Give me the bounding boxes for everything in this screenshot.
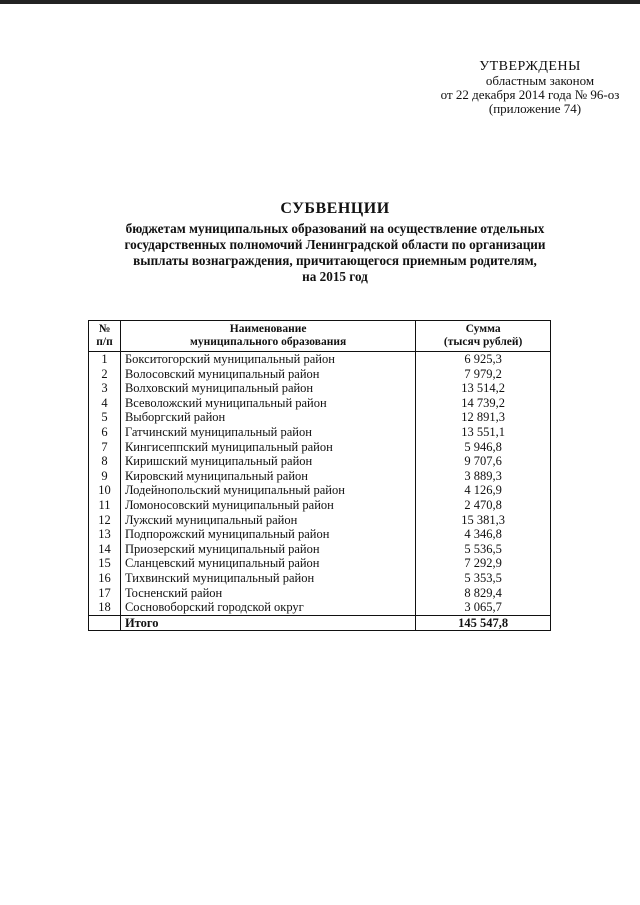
row-name: Тосненский район bbox=[120, 586, 415, 601]
row-sum: 13 514,2 bbox=[416, 381, 551, 396]
row-sum: 13 551,1 bbox=[416, 425, 551, 440]
subventions-table bbox=[88, 320, 551, 631]
header-sum-line1: Сумма bbox=[465, 323, 501, 335]
total-sum: 145 547,8 bbox=[416, 615, 551, 631]
row-number: 3 bbox=[89, 381, 121, 396]
total-label: Итого bbox=[120, 615, 415, 631]
row-sum: 8 829,4 bbox=[416, 586, 551, 601]
row-name: Ломоносовский муниципальный район bbox=[120, 498, 415, 513]
table-row bbox=[89, 425, 551, 440]
row-sum: 5 536,5 bbox=[416, 542, 551, 557]
table-row bbox=[89, 454, 551, 469]
row-number: 17 bbox=[89, 586, 121, 601]
header-sum-line2: (тысяч рублей) bbox=[443, 336, 523, 348]
header-number-line2: п/п bbox=[96, 336, 113, 348]
heading-line-2: государственных полномочий Ленинградской области по организации bbox=[124, 237, 546, 252]
row-sum: 5 353,5 bbox=[416, 571, 551, 586]
table-row bbox=[89, 410, 551, 425]
header-sum bbox=[416, 321, 551, 352]
table-row bbox=[89, 556, 551, 571]
row-name: Лодейнопольский муниципальный район bbox=[120, 483, 415, 498]
table-row bbox=[89, 367, 551, 382]
row-number: 10 bbox=[89, 483, 121, 498]
row-number: 13 bbox=[89, 527, 121, 542]
row-name: Всеволожский муниципальный район bbox=[120, 396, 415, 411]
page-top-edge bbox=[0, 0, 640, 4]
row-name: Волховский муниципальный район bbox=[120, 381, 415, 396]
row-number: 18 bbox=[89, 600, 121, 615]
row-name: Сланцевский муниципальный район bbox=[120, 556, 415, 571]
approval-title: УТВЕРЖДЕНЫ bbox=[479, 59, 581, 74]
row-sum: 12 891,3 bbox=[416, 410, 551, 425]
row-sum: 4 346,8 bbox=[416, 527, 551, 542]
row-sum: 7 979,2 bbox=[416, 367, 551, 382]
row-sum: 14 739,2 bbox=[416, 396, 551, 411]
approval-date: от 22 декабря 2014 года № 96-оз bbox=[440, 87, 620, 102]
row-sum: 4 126,9 bbox=[416, 483, 551, 498]
row-sum: 7 292,9 bbox=[416, 556, 551, 571]
table-row bbox=[89, 469, 551, 484]
row-number: 9 bbox=[89, 469, 121, 484]
row-sum: 3 889,3 bbox=[416, 469, 551, 484]
table-row bbox=[89, 571, 551, 586]
table-row bbox=[89, 586, 551, 601]
row-name: Лужский муниципальный район bbox=[120, 513, 415, 528]
table-row bbox=[89, 498, 551, 513]
header-name-line1: Наименование bbox=[229, 323, 307, 335]
heading-line-3: выплаты вознаграждения, причитающегося приемным родителям, bbox=[133, 253, 537, 268]
heading-line-1: бюджетам муниципальных образований на осуществление отдельных bbox=[125, 221, 545, 236]
row-number: 7 bbox=[89, 440, 121, 455]
row-number: 4 bbox=[89, 396, 121, 411]
heading-line-4: на 2015 год bbox=[302, 269, 368, 284]
row-number: 1 bbox=[89, 352, 121, 367]
total-number-cell bbox=[89, 615, 121, 631]
approval-appendix: (приложение 74) bbox=[488, 101, 582, 116]
header-name-line2: муниципального образования bbox=[190, 336, 347, 348]
row-name: Бокситогорский муниципальный район bbox=[120, 352, 415, 367]
table-header-row bbox=[89, 321, 551, 352]
table-row bbox=[89, 440, 551, 455]
row-number: 12 bbox=[89, 513, 121, 528]
table-row bbox=[89, 600, 551, 615]
row-number: 15 bbox=[89, 556, 121, 571]
row-name: Сосновоборский городской округ bbox=[120, 600, 415, 615]
table-row bbox=[89, 513, 551, 528]
approval-law: областным законом bbox=[485, 73, 595, 88]
table-row bbox=[89, 483, 551, 498]
row-name: Тихвинский муниципальный район bbox=[120, 571, 415, 586]
row-sum: 15 381,3 bbox=[416, 513, 551, 528]
row-sum: 6 925,3 bbox=[416, 352, 551, 367]
row-name: Выборгский район bbox=[120, 410, 415, 425]
table-row bbox=[89, 381, 551, 396]
row-number: 11 bbox=[89, 498, 121, 513]
table-row bbox=[89, 396, 551, 411]
document-title: СУБВЕНЦИИ bbox=[280, 200, 390, 217]
row-name: Киришский муниципальный район bbox=[120, 454, 415, 469]
table-row bbox=[89, 527, 551, 542]
document-heading bbox=[80, 200, 590, 285]
row-name: Гатчинский муниципальный район bbox=[120, 425, 415, 440]
header-number-line1: № bbox=[98, 323, 111, 335]
table-row bbox=[89, 542, 551, 557]
row-name: Приозерский муниципальный район bbox=[120, 542, 415, 557]
row-name: Кингисеппский муниципальный район bbox=[120, 440, 415, 455]
header-number bbox=[89, 321, 121, 352]
row-number: 8 bbox=[89, 454, 121, 469]
row-number: 14 bbox=[89, 542, 121, 557]
row-sum: 3 065,7 bbox=[416, 600, 551, 615]
header-name bbox=[120, 321, 415, 352]
row-name: Волосовский муниципальный район bbox=[120, 367, 415, 382]
row-sum: 9 707,6 bbox=[416, 454, 551, 469]
row-number: 5 bbox=[89, 410, 121, 425]
row-number: 2 bbox=[89, 367, 121, 382]
row-number: 6 bbox=[89, 425, 121, 440]
table-total-row bbox=[89, 615, 551, 631]
row-name: Подпорожский муниципальный район bbox=[120, 527, 415, 542]
approval-stamp bbox=[420, 60, 640, 116]
row-sum: 5 946,8 bbox=[416, 440, 551, 455]
row-number: 16 bbox=[89, 571, 121, 586]
table-row bbox=[89, 352, 551, 367]
row-name: Кировский муниципальный район bbox=[120, 469, 415, 484]
row-sum: 2 470,8 bbox=[416, 498, 551, 513]
